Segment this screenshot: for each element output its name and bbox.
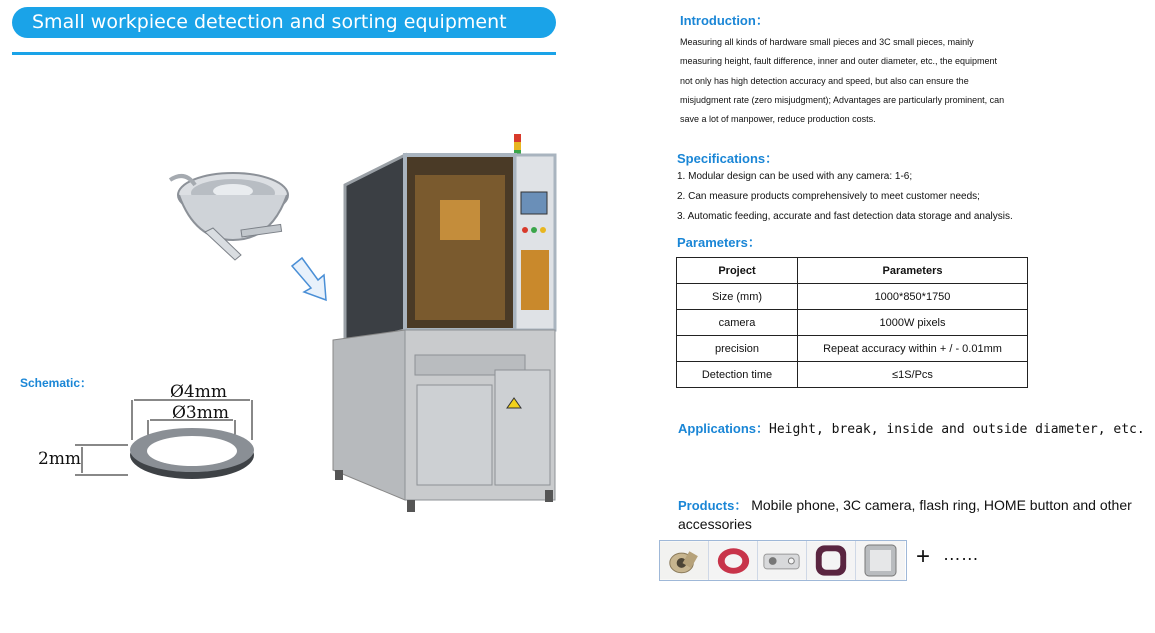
page-title-banner [12, 7, 556, 38]
intro-line: not only has high detection accuracy and speed, but also can ensure the [680, 75, 969, 86]
intro-line: Measuring all kinds of hardware small pieces and 3C small pieces, mainly [680, 37, 974, 47]
spec-item: 3. Automatic feeding, accurate and fast detection data storage and analysis. [677, 211, 1013, 222]
table-row [677, 362, 1028, 388]
table-cell: 1000*850*1750 [798, 284, 1028, 310]
applications-text: Height, break, inside and outside diameter, etc. [769, 422, 1145, 437]
intro-line: misjudgment rate (zero misjudgment); Advantages are particularly prominent, can [680, 94, 1005, 105]
square-frame-image [856, 541, 905, 580]
parameters-table [676, 257, 1028, 388]
flash-ring-image [709, 541, 758, 580]
parameters-heading: Parameters： [677, 235, 761, 250]
table-cell: precision [677, 336, 798, 362]
introduction-heading: Introduction： [680, 13, 769, 28]
spec-item: 1. Modular design can be used with any camera: 1-6; [677, 171, 913, 182]
more-products-indicator [916, 543, 979, 571]
product-thumbnails [659, 540, 907, 581]
machine-image [325, 130, 570, 520]
table-cell: 1000W pixels [798, 310, 1028, 336]
products-text: Mobile phone, 3C camera, flash ring, HOME button and other accessories [678, 497, 1132, 532]
introduction-text [680, 33, 1050, 129]
table-header-row [677, 258, 1028, 284]
height-label: 2mm [38, 449, 82, 469]
spec-item: 2. Can measure products comprehensively to meet customer needs; [677, 191, 980, 202]
applications-line [678, 418, 1145, 437]
table-row [677, 310, 1028, 336]
products-line [678, 496, 1138, 534]
page-title: Small workpiece detection and sorting equipment [32, 11, 507, 33]
ellipsis: …… [942, 544, 979, 564]
intro-line: measuring height, fault difference, inner and outer diameter, etc., the equipment [680, 56, 998, 67]
specifications-list [677, 167, 1013, 227]
bowl-feeder-image [165, 160, 295, 265]
table-cell: Size (mm) [677, 284, 798, 310]
table-cell: camera [677, 310, 798, 336]
column-header: Project [677, 258, 798, 284]
ring-schematic [70, 395, 270, 485]
specifications-heading: Specifications： [677, 151, 779, 166]
column-header: Parameters [798, 258, 1028, 284]
table-row [677, 336, 1028, 362]
bracket-part-image [758, 541, 807, 580]
inner-diameter-label: Ø3mm [172, 403, 229, 423]
camera-part-image [660, 541, 709, 580]
intro-line: save a lot of manpower, reduce production costs. [680, 114, 876, 125]
table-cell: ≤1S/Pcs [798, 362, 1028, 388]
plus-symbol: + [916, 543, 931, 570]
table-cell: Repeat accuracy within + / - 0.01mm [798, 336, 1028, 362]
outer-diameter-label: Ø4mm [170, 382, 227, 402]
applications-label: Applications： [678, 421, 770, 436]
products-label: Products： [678, 498, 748, 513]
table-cell: Detection time [677, 362, 798, 388]
schematic-label: Schematic： [20, 376, 93, 390]
title-underline [12, 52, 556, 55]
table-row [677, 284, 1028, 310]
home-button-image [807, 541, 856, 580]
